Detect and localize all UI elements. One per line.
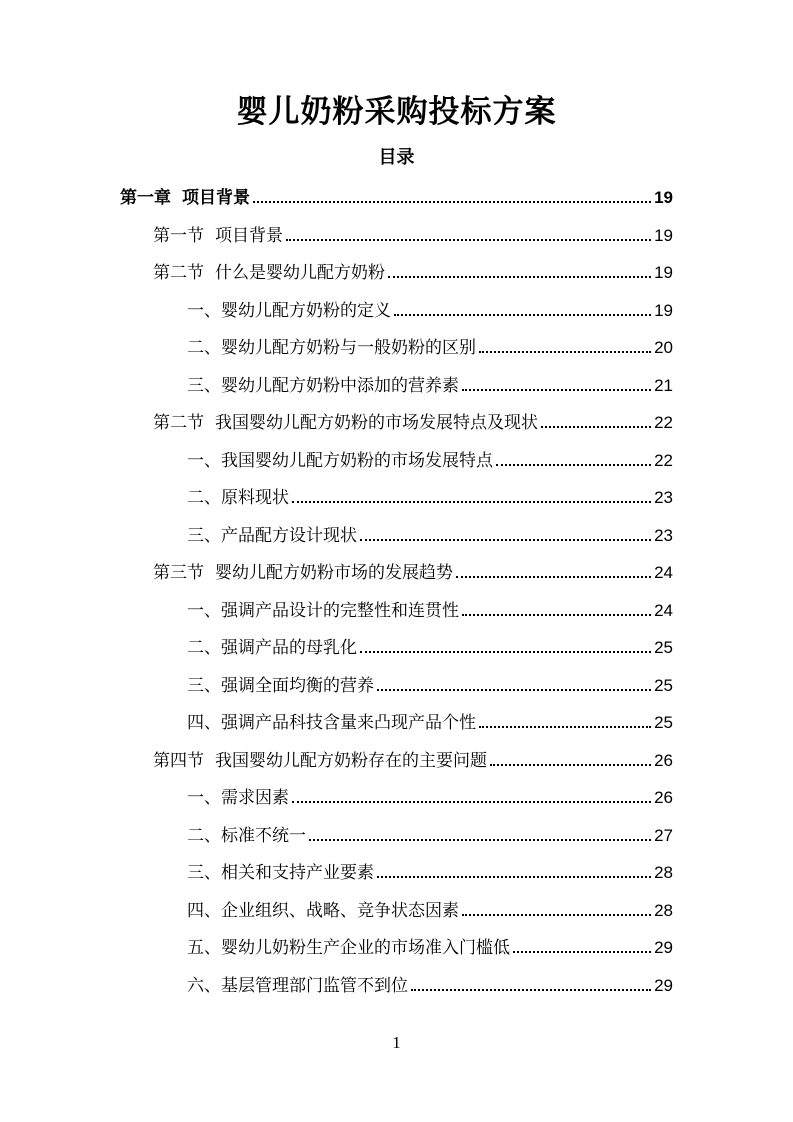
toc-entry-text: 二、强调产品的母乳化 (187, 638, 357, 658)
toc-entry-text: 什么是婴幼儿配方奶粉 (215, 263, 385, 283)
toc-entry-text: 四、强调产品科技含量来凸现产品个性 (187, 713, 476, 733)
toc-entry-label (187, 524, 357, 548)
toc-entry-page: 19 (654, 263, 673, 282)
toc-entry-label (187, 824, 306, 848)
toc-entry[interactable] (187, 364, 673, 398)
toc-entry-text: 三、产品配方设计现状 (187, 525, 357, 546)
toc-dot-leader (292, 501, 651, 503)
toc-entry-page: 29 (654, 938, 673, 957)
toc-entry-page: 27 (654, 825, 673, 845)
toc-dot-leader (377, 689, 651, 691)
toc-entry-label (187, 786, 289, 810)
toc-entry-page: 24 (654, 600, 673, 620)
toc-dot-leader (253, 201, 651, 203)
toc-dot-leader (292, 801, 651, 803)
toc-entry-page: 25 (654, 638, 673, 657)
toc-entry-page: 19 (654, 300, 673, 320)
toc-dot-leader (377, 876, 651, 878)
toc-entry-text: 婴幼儿配方奶粉市场的发展趋势 (215, 563, 453, 583)
toc-entry-label (187, 711, 476, 735)
toc-entry-label (187, 974, 408, 998)
toc-entry-text: 一、需求因素 (187, 788, 289, 808)
toc-entry[interactable] (187, 701, 673, 735)
toc-entry-number: 第三节 (153, 563, 204, 583)
toc-dot-leader (388, 276, 651, 278)
toc-entry-page: 26 (654, 788, 673, 807)
toc-entry-text: 四、企业组织、战略、竞争状态因素 (187, 900, 459, 921)
toc-entry-text: 一、我国婴幼儿配方奶粉的市场发展特点 (187, 450, 493, 471)
toc-dot-leader (462, 389, 651, 391)
toc-entry-page: 29 (654, 975, 673, 995)
toc-dot-leader (479, 351, 651, 353)
toc-dot-leader (309, 839, 651, 841)
toc-entry-label (153, 224, 283, 248)
toc-entry[interactable] (187, 814, 673, 848)
toc-entry-page: 20 (654, 338, 673, 357)
toc-entry-page: 25 (654, 713, 673, 732)
toc-entry-page: 28 (654, 863, 673, 882)
toc-entry-number: 第一章 (120, 188, 171, 208)
toc-entry-page: 28 (654, 900, 673, 920)
toc-entry-page: 24 (654, 563, 673, 582)
toc-entry-text: 一、强调产品设计的完整性和连贯性 (187, 600, 459, 621)
toc-dot-leader (513, 951, 651, 953)
toc-entry[interactable] (120, 176, 673, 210)
toc-entry-label (153, 749, 487, 773)
toc-entry-page: 19 (654, 188, 673, 207)
toc-entry-label (187, 674, 374, 698)
document-title: 婴儿奶粉采购投标方案 (236, 94, 557, 130)
toc-dot-leader (462, 914, 651, 916)
toc-entry-page: 25 (654, 675, 673, 695)
toc-entry-label (187, 449, 493, 473)
toc-entry-label (187, 936, 510, 960)
toc-dot-leader (360, 539, 651, 541)
toc-dot-leader (411, 989, 651, 991)
toc-entry[interactable] (187, 589, 673, 623)
toc-entry-label (187, 299, 391, 323)
toc-entry-label (187, 336, 476, 360)
toc-dot-leader (496, 464, 651, 466)
toc-entry-page: 23 (654, 525, 673, 545)
page-number: 1 (392, 1033, 401, 1052)
toc-dot-leader (462, 614, 651, 616)
toc-entry-label (187, 486, 289, 510)
toc-entry[interactable] (187, 851, 673, 885)
toc-heading: 目录 (378, 147, 415, 168)
toc-entry-label (153, 561, 453, 585)
toc-entry[interactable] (187, 514, 673, 548)
toc-dot-leader (286, 239, 651, 241)
toc-entry[interactable] (187, 964, 673, 998)
toc-entry-page: 26 (654, 750, 673, 770)
toc-entry-page: 23 (654, 488, 673, 507)
toc-entry-label (187, 861, 374, 885)
toc-entry-label (120, 186, 250, 210)
toc-entry-text: 二、标准不统一 (187, 825, 306, 846)
toc-entry-page: 22 (654, 413, 673, 432)
toc-entry-text: 三、婴幼儿配方奶粉中添加的营养素 (187, 375, 459, 396)
toc-entry-text: 项目背景 (182, 188, 250, 208)
toc-entry[interactable] (153, 401, 673, 435)
toc-entry-page: 21 (654, 375, 673, 395)
toc-entry-number: 第一节 (153, 225, 204, 246)
toc-dot-leader (456, 576, 651, 578)
toc-entry-number: 第二节 (153, 263, 204, 283)
toc-entry-text: 项目背景 (215, 225, 283, 246)
toc-entry[interactable] (153, 551, 673, 585)
toc-entry-number: 第四节 (153, 750, 204, 771)
toc-entry[interactable] (187, 439, 673, 473)
toc-entry-text: 我国婴幼儿配方奶粉的市场发展特点及现状 (215, 413, 538, 433)
toc-entry-label (187, 599, 459, 623)
toc-entry[interactable] (187, 776, 673, 810)
toc-entry[interactable] (153, 739, 673, 773)
toc-entry-text: 二、婴幼儿配方奶粉与一般奶粉的区别 (187, 338, 476, 358)
toc-dot-leader (479, 726, 651, 728)
toc-entry-label (187, 374, 459, 398)
toc-entry-text: 六、基层管理部门监管不到位 (187, 975, 408, 996)
toc-entry[interactable] (187, 926, 673, 960)
toc-entry-text: 五、婴幼儿奶粉生产企业的市场准入门槛低 (187, 938, 510, 958)
toc-dot-leader (490, 764, 651, 766)
toc-entry-label (187, 636, 357, 660)
toc-entry[interactable] (153, 251, 673, 285)
toc-entry[interactable] (153, 214, 673, 248)
toc-entry[interactable] (187, 664, 673, 698)
toc-dot-leader (360, 651, 651, 653)
toc-dot-leader (394, 314, 651, 316)
toc-entry-text: 我国婴幼儿配方奶粉存在的主要问题 (215, 750, 487, 771)
toc-entry-label (153, 261, 385, 285)
toc-entry-text: 一、婴幼儿配方奶粉的定义 (187, 300, 391, 321)
toc-entry[interactable] (187, 889, 673, 923)
toc-entry-text: 二、原料现状 (187, 488, 289, 508)
toc-entry-text: 三、强调全面均衡的营养 (187, 675, 374, 696)
toc-entry-label (187, 899, 459, 923)
toc-entry[interactable] (187, 626, 673, 660)
toc-entry-label (153, 411, 538, 435)
toc-entry-page: 22 (654, 450, 673, 470)
toc-entry-number: 第二节 (153, 413, 204, 433)
toc-dot-leader (541, 426, 651, 428)
toc-entry[interactable] (187, 326, 673, 360)
toc-entry-text: 三、相关和支持产业要素 (187, 863, 374, 883)
toc-entry[interactable] (187, 289, 673, 323)
toc-entry[interactable] (187, 476, 673, 510)
toc-entry-page: 19 (654, 225, 673, 245)
